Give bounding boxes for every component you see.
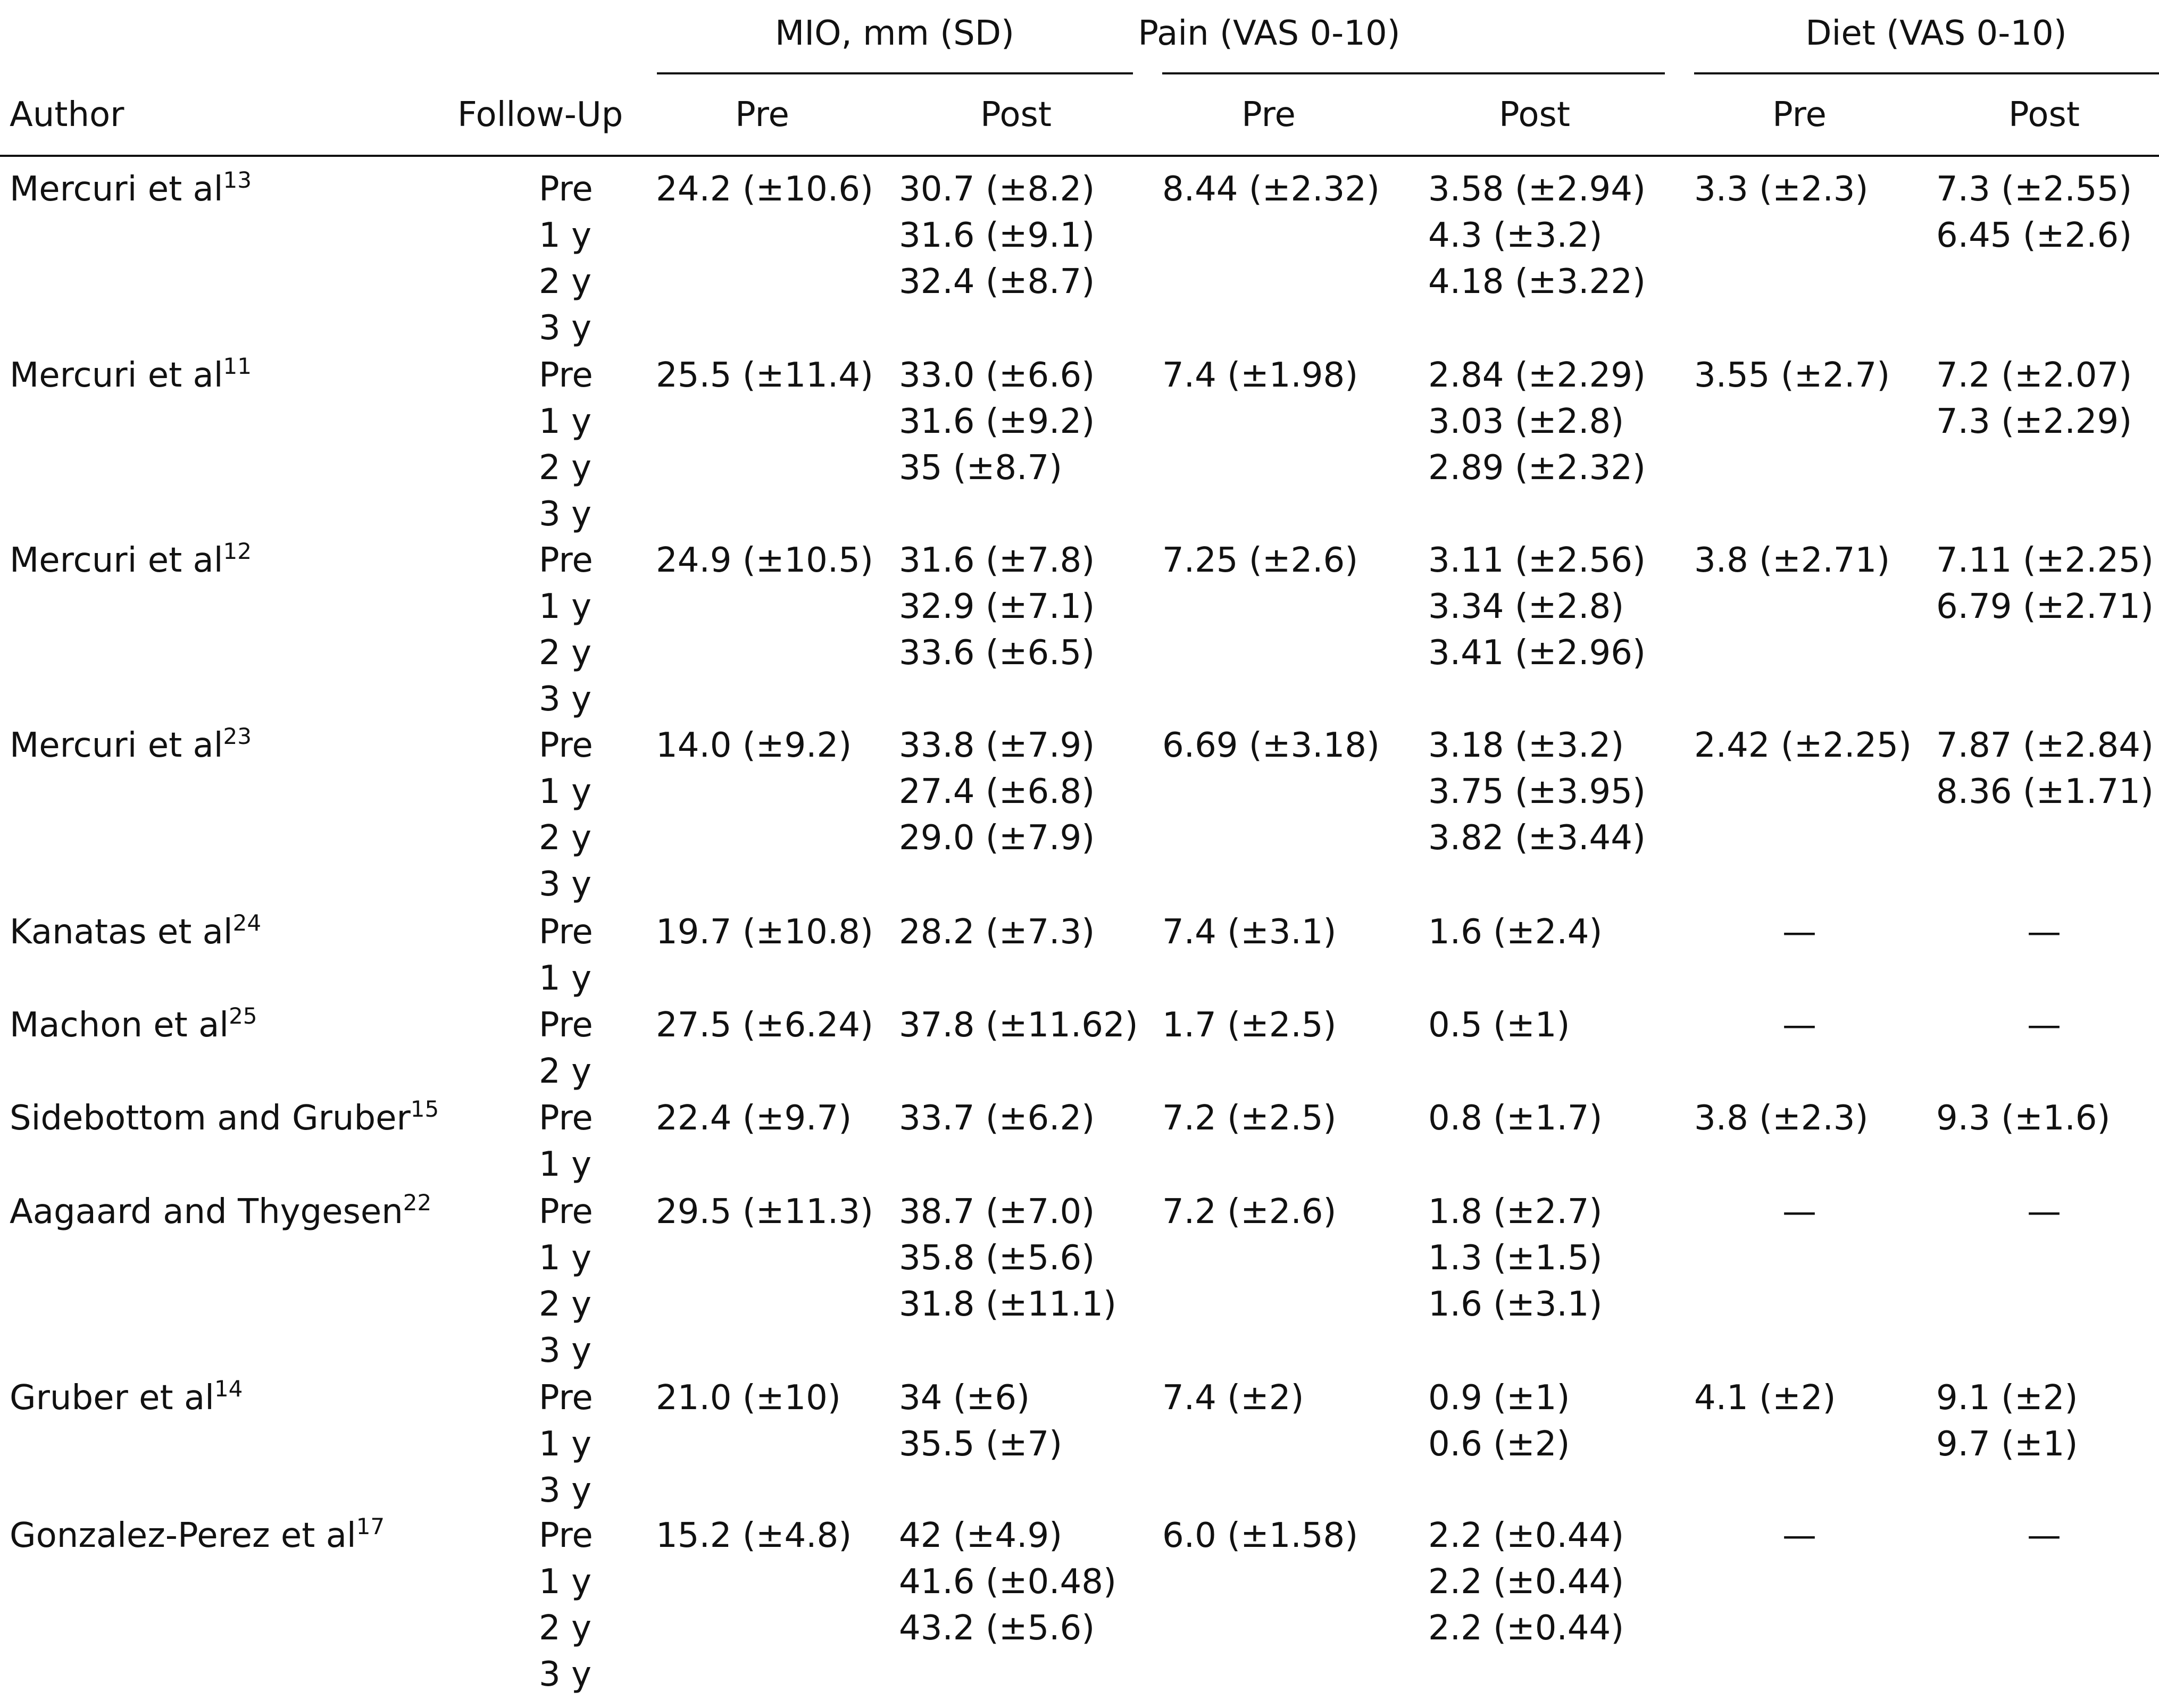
reference-number: 24 [232,910,262,936]
group-header: Pain (VAS 0-10) [1138,14,1401,53]
diet-post-cell: — [2027,912,2061,952]
diet-post-cell: 7.87 (±2.84) [1936,726,2154,765]
pain-post-cell: 4.3 (±3.2) [1428,216,1603,255]
pain-pre-cell: 6.0 (±1.58) [1162,1516,1358,1555]
pain-post-cell: 2.84 (±2.29) [1428,356,1646,395]
diet-post-cell: 9.3 (±1.6) [1936,1099,2111,1138]
column-header: Post [980,95,1052,135]
followup-cell: Pre [539,726,593,765]
diet-pre-cell: 3.3 (±2.3) [1694,170,1869,209]
followup-cell: 2 y [539,1285,591,1324]
pain-post-cell: 3.75 (±3.95) [1428,772,1646,811]
diet-pre-cell: 4.1 (±2) [1694,1378,1836,1418]
diet-post-cell: 8.36 (±1.71) [1936,772,2154,811]
mio-post-cell: 35.8 (±5.6) [899,1238,1095,1278]
pain-pre-cell: 7.25 (±2.6) [1162,541,1358,580]
author-cell [10,1513,385,1555]
diet-post-cell: 6.79 (±2.71) [1936,587,2154,626]
column-header: Post [1499,95,1570,135]
followup-cell: Pre [539,1192,593,1232]
pain-post-cell: 3.18 (±3.2) [1428,726,1624,765]
followup-cell: 3 y [539,1331,591,1370]
mio-post-cell: 43.2 (±5.6) [899,1609,1095,1648]
followup-cell: Pre [539,356,593,395]
pain-post-cell: 3.34 (±2.8) [1428,587,1624,626]
mio-post-cell: 32.4 (±8.7) [899,262,1095,302]
pain-pre-cell: 7.4 (±2) [1162,1378,1304,1418]
author-cell [10,1003,257,1045]
followup-cell: 1 y [539,1562,591,1602]
author-name: Mercuri et al [10,170,223,209]
reference-number: 17 [356,1513,385,1539]
pain-post-cell: 1.8 (±2.7) [1428,1192,1603,1232]
followup-cell: 2 y [539,262,591,302]
followup-cell: 2 y [539,1609,591,1648]
followup-cell: 3 y [539,865,591,904]
header-rule [0,155,2159,157]
mio-post-cell: 34 (±6) [899,1378,1030,1418]
reference-number: 23 [223,723,252,749]
pain-post-cell: 3.03 (±2.8) [1428,402,1624,441]
diet-post-cell: 7.3 (±2.29) [1936,402,2132,441]
pain-post-cell: 2.2 (±0.44) [1428,1609,1624,1648]
mio-post-cell: 31.6 (±7.8) [899,541,1095,580]
followup-cell: 2 y [539,633,591,673]
author-cell [10,1376,243,1418]
pain-post-cell: 2.2 (±0.44) [1428,1562,1624,1602]
group-header: Diet (VAS 0-10) [1805,14,2067,53]
author-cell [10,167,252,209]
mio-post-cell: 35 (±8.7) [899,448,1063,488]
top-rule-pain [1162,72,1665,74]
column-header: Post [2008,95,2080,135]
diet-pre-cell: 3.8 (±2.3) [1694,1099,1869,1138]
pain-pre-cell: 6.69 (±3.18) [1162,726,1380,765]
followup-cell: 2 y [539,1052,591,1091]
diet-pre-cell: 2.42 (±2.25) [1694,726,1912,765]
reference-number: 22 [403,1190,432,1216]
mio-pre-cell: 29.5 (±11.3) [656,1192,873,1232]
mio-post-cell: 29.0 (±7.9) [899,818,1095,858]
author-cell [10,538,252,580]
diet-post-cell: — [2027,1006,2061,1045]
mio-pre-cell: 27.5 (±6.24) [656,1006,873,1045]
author-name: Kanatas et al [10,912,233,952]
pain-post-cell: 1.3 (±1.5) [1428,1238,1603,1278]
followup-cell: 1 y [539,216,591,255]
pain-post-cell: 3.11 (±2.56) [1428,541,1646,580]
followup-cell: Pre [539,541,593,580]
mio-pre-cell: 15.2 (±4.8) [656,1516,852,1555]
followup-cell: 2 y [539,818,591,858]
followup-cell: 1 y [539,772,591,811]
mio-pre-cell: 25.5 (±11.4) [656,356,873,395]
column-header: Author [10,95,124,135]
mio-post-cell: 37.8 (±11.62) [899,1006,1138,1045]
author-name: Machon et al [10,1006,229,1045]
top-rule-diet [1694,72,2159,74]
top-rule-mio [657,72,1133,74]
pain-pre-cell: 7.4 (±1.98) [1162,356,1358,395]
followup-cell: Pre [539,1099,593,1138]
followup-cell: 1 y [539,959,591,998]
pain-post-cell: 3.41 (±2.96) [1428,633,1646,673]
followup-cell: 1 y [539,1145,591,1184]
author-cell [10,910,262,952]
diet-pre-cell: — [1782,912,1816,952]
pain-post-cell: 0.6 (±2) [1428,1425,1570,1464]
reference-number: 13 [223,167,252,193]
mio-post-cell: 30.7 (±8.2) [899,170,1095,209]
column-header: Follow-Up [457,95,623,135]
pain-pre-cell: 7.2 (±2.5) [1162,1099,1337,1138]
column-header: Pre [735,95,789,135]
author-cell [10,353,252,395]
followup-cell: 3 y [539,308,591,348]
followup-cell: Pre [539,1006,593,1045]
pain-post-cell: 2.89 (±2.32) [1428,448,1646,488]
reference-number: 11 [223,353,252,379]
pain-post-cell: 0.9 (±1) [1428,1378,1570,1418]
reference-number: 14 [214,1376,243,1402]
pain-pre-cell: 7.4 (±3.1) [1162,912,1337,952]
pain-pre-cell: 1.7 (±2.5) [1162,1006,1337,1045]
pain-post-cell: 2.2 (±0.44) [1428,1516,1624,1555]
mio-post-cell: 32.9 (±7.1) [899,587,1095,626]
diet-pre-cell: 3.8 (±2.71) [1694,541,1890,580]
author-name: Gonzalez-Perez et al [10,1516,356,1555]
followup-cell: 1 y [539,1238,591,1278]
author-name: Sidebottom and Gruber [10,1099,411,1138]
mio-pre-cell: 21.0 (±10) [656,1378,841,1418]
pain-post-cell: 0.8 (±1.7) [1428,1099,1603,1138]
author-name: Mercuri et al [10,726,223,765]
mio-post-cell: 35.5 (±7) [899,1425,1063,1464]
diet-pre-cell: — [1782,1006,1816,1045]
followup-cell: 1 y [539,587,591,626]
followup-cell: Pre [539,170,593,209]
followup-cell: 2 y [539,448,591,488]
author-name: Mercuri et al [10,541,223,580]
pain-post-cell: 1.6 (±3.1) [1428,1285,1603,1324]
mio-pre-cell: 24.2 (±10.6) [656,170,873,209]
followup-cell: Pre [539,1378,593,1418]
diet-post-cell: 7.2 (±2.07) [1936,356,2132,395]
mio-pre-cell: 24.9 (±10.5) [656,541,873,580]
reference-number: 12 [223,538,252,564]
author-cell [10,723,252,765]
author-cell [10,1096,439,1138]
mio-post-cell: 33.6 (±6.5) [899,633,1095,673]
mio-post-cell: 31.6 (±9.1) [899,216,1095,255]
diet-post-cell: — [2027,1192,2061,1232]
followup-cell: Pre [539,1516,593,1555]
followup-cell: 3 y [539,1655,591,1694]
mio-pre-cell: 14.0 (±9.2) [656,726,852,765]
mio-pre-cell: 22.4 (±9.7) [656,1099,852,1138]
author-name: Aagaard and Thygesen [10,1192,403,1232]
mio-post-cell: 33.8 (±7.9) [899,726,1095,765]
group-header: MIO, mm (SD) [774,14,1015,53]
reference-number: 15 [410,1096,439,1122]
followup-cell: 3 y [539,680,591,719]
author-name: Mercuri et al [10,356,223,395]
mio-post-cell: 27.4 (±6.8) [899,772,1095,811]
mio-pre-cell: 19.7 (±10.8) [656,912,873,952]
diet-post-cell: 9.1 (±2) [1936,1378,2078,1418]
pain-post-cell: 3.82 (±3.44) [1428,818,1646,858]
reference-number: 25 [229,1003,257,1029]
diet-pre-cell: — [1782,1192,1816,1232]
diet-post-cell: 7.11 (±2.25) [1936,541,2154,580]
author-name: Gruber et al [10,1378,214,1418]
mio-post-cell: 33.0 (±6.6) [899,356,1095,395]
diet-post-cell: 7.3 (±2.55) [1936,170,2132,209]
column-header: Pre [1772,95,1827,135]
diet-post-cell: 6.45 (±2.6) [1936,216,2132,255]
diet-pre-cell: — [1782,1516,1816,1555]
pain-post-cell: 4.18 (±3.22) [1428,262,1646,302]
followup-cell: 1 y [539,402,591,441]
author-cell [10,1190,432,1232]
followup-cell: 1 y [539,1425,591,1464]
pain-post-cell: 1.6 (±2.4) [1428,912,1603,952]
mio-post-cell: 33.7 (±6.2) [899,1099,1095,1138]
diet-pre-cell: 3.55 (±2.7) [1694,356,1890,395]
mio-post-cell: 42 (±4.9) [899,1516,1063,1555]
pain-post-cell: 3.58 (±2.94) [1428,170,1646,209]
mio-post-cell: 41.6 (±0.48) [899,1562,1116,1602]
mio-post-cell: 31.6 (±9.2) [899,402,1095,441]
pain-pre-cell: 8.44 (±2.32) [1162,170,1380,209]
pain-pre-cell: 7.2 (±2.6) [1162,1192,1337,1232]
followup-cell: 3 y [539,1471,591,1510]
diet-post-cell: — [2027,1516,2061,1555]
followup-cell: Pre [539,912,593,952]
mio-post-cell: 31.8 (±11.1) [899,1285,1116,1324]
followup-cell: 3 y [539,495,591,534]
column-header: Pre [1241,95,1296,135]
pain-post-cell: 0.5 (±1) [1428,1006,1570,1045]
mio-post-cell: 28.2 (±7.3) [899,912,1095,952]
diet-post-cell: 9.7 (±1) [1936,1425,2078,1464]
mio-post-cell: 38.7 (±7.0) [899,1192,1095,1232]
